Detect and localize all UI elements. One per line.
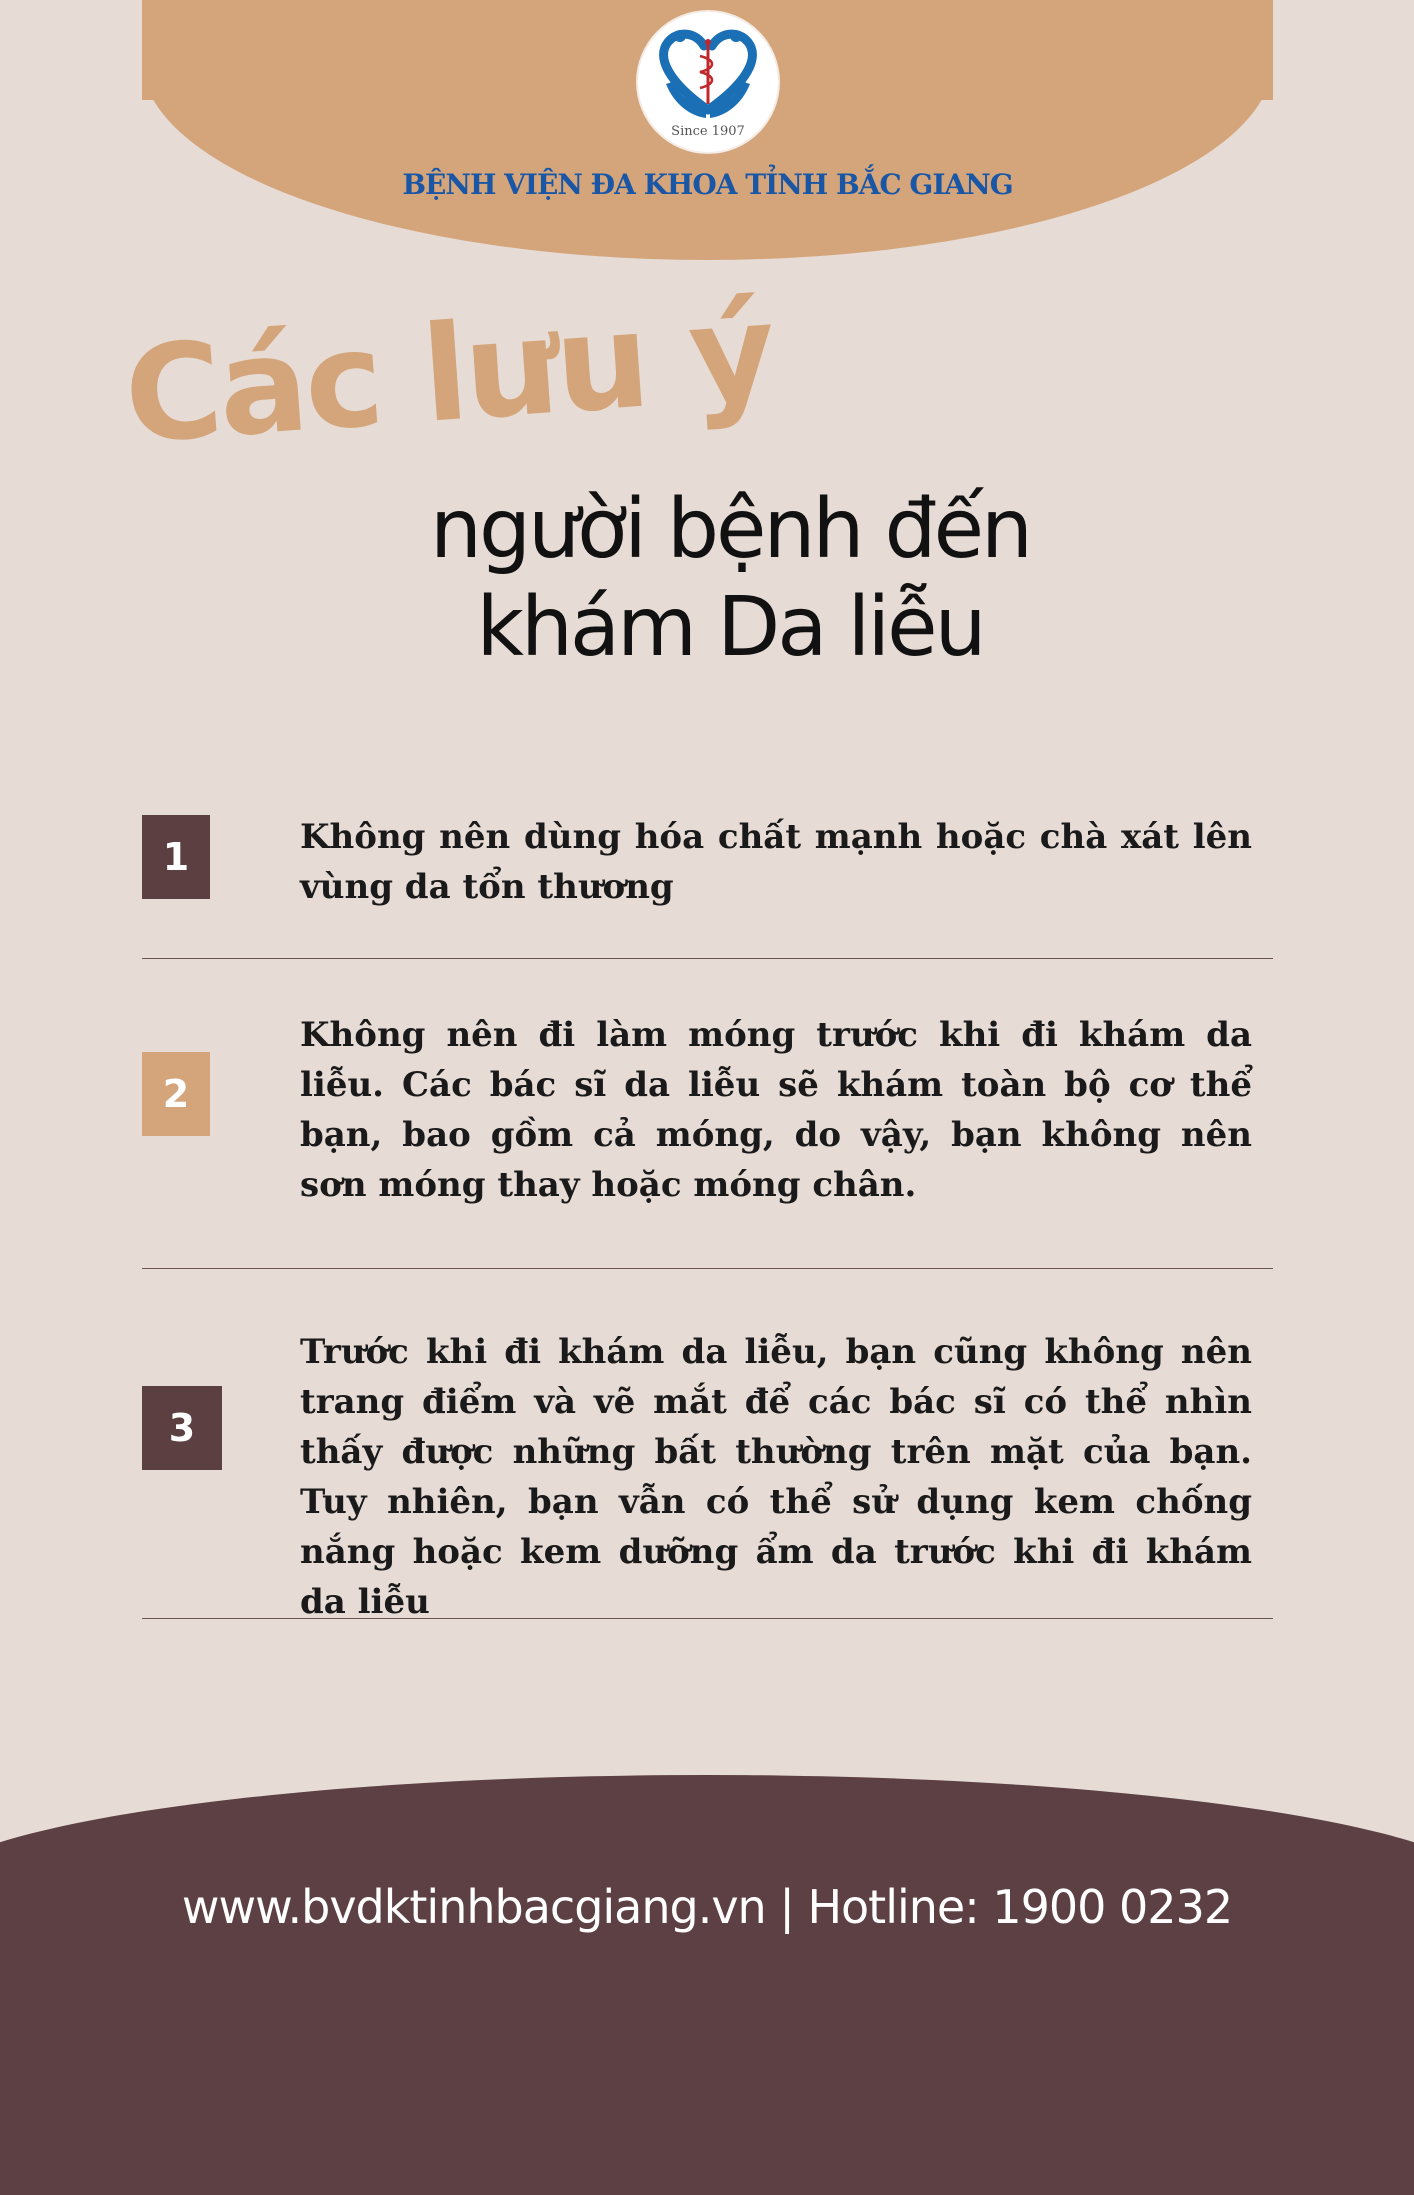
footer-contact[interactable]: www.bvdktinhbacgiang.vn | Hotline: 1900 0232	[181, 1880, 1233, 1934]
title-accent: Các lưu ý	[120, 274, 778, 474]
divider	[142, 958, 1273, 959]
item-number-badge: 3	[142, 1386, 222, 1470]
title-line-1: người bệnh đến	[430, 482, 1030, 577]
item-text: Không nên dùng hóa chất mạnh hoặc chà xát lên vùng da tổn thương	[300, 817, 1252, 907]
divider	[142, 1618, 1273, 1619]
hospital-logo	[638, 12, 778, 152]
logo-since-text: Since 1907	[671, 124, 745, 139]
title-line-2: khám Da liễu	[476, 580, 984, 675]
divider	[142, 1268, 1273, 1269]
hospital-name: BỆNH VIỆN ĐA KHOA TỈNH BẮC GIANG	[402, 168, 1013, 201]
item-text: Trước khi đi khám da liễu, bạn cũng không nên trang điểm và vẽ mắt để các bác sĩ có thể nhìn thấy được những bất thường trên mặt của bạn. Tuy nhiên, bạn vẫn có thể sử dụng kem chống nắng hoặc kem dưỡng ẩm da trước khi đi khám da liễu	[300, 1332, 1252, 1622]
footer-banner	[0, 1775, 1414, 2195]
item-number-badge: 1	[142, 815, 210, 899]
item-number-badge: 2	[142, 1052, 210, 1136]
item-text: Không nên đi làm móng trước khi đi khám da liễu. Các bác sĩ da liễu sẽ khám toàn bộ cơ thể bạn, bao gồm cả móng, do vậy, bạn không nên sơn móng thay hoặc móng chân.	[300, 1015, 1252, 1205]
